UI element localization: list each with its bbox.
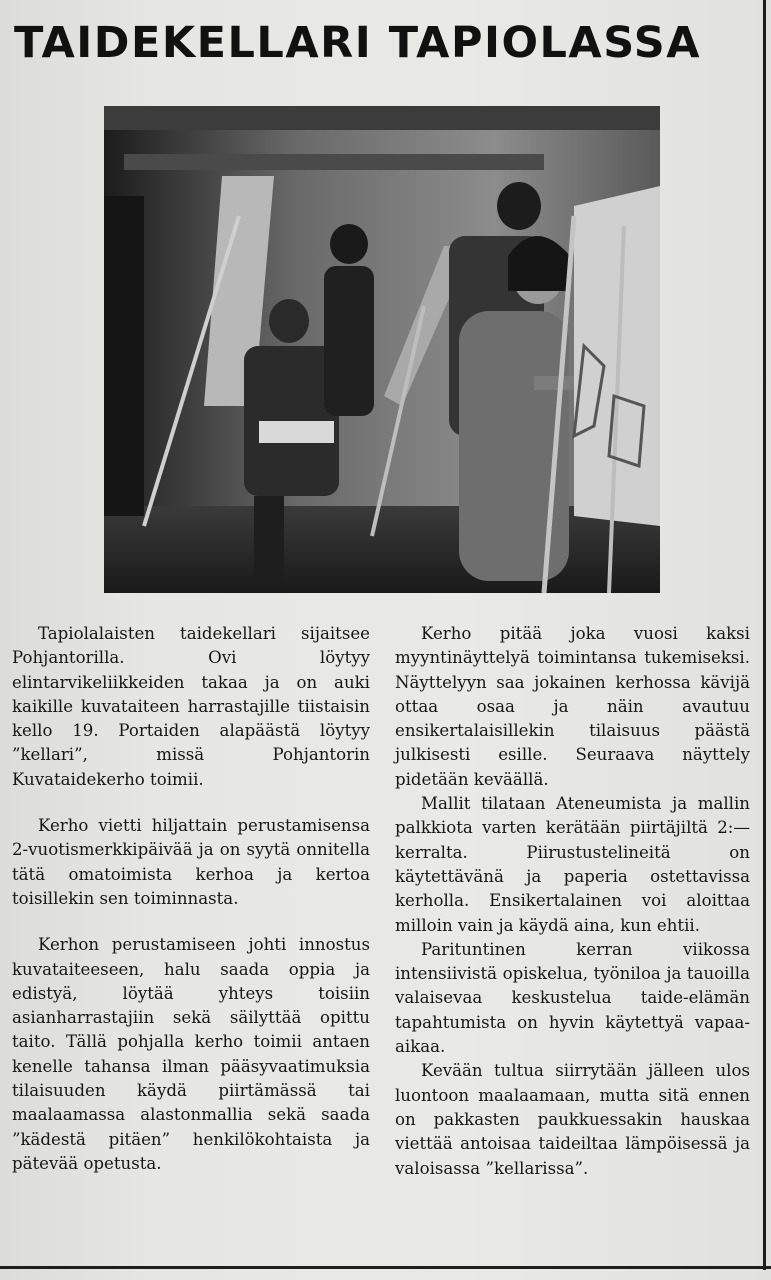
paragraph: Kerho pitää joka vuosi kaksi myyntinäyttelyä toimintansa tukemiseksi. Näyttelyyn saa jokainen kerhossa kävijä ottaa osaa ja näin avautuu ensikertalaisillekin tilaisuus päästä julkisesti esille. Seuraava näyttely pidetään keväällä. bbox=[395, 624, 750, 789]
article-column-right bbox=[395, 622, 750, 1181]
article-title: TAIDEKELLARI TAPIOLASSA bbox=[14, 18, 701, 68]
paragraph: Kerho vietti hiljattain perustamisensa 2-vuotismerkkipäivää ja on syytä onnitella tätä omatoimista kerhoa ja kertoa toisillekin sen toiminnasta. bbox=[12, 816, 370, 908]
easel-painting-photo-icon bbox=[104, 106, 660, 593]
paragraph: Tapiolalaisten taidekellari sijaitsee Pohjantorilla. Ovi löytyy elintarvikeliikkeiden takaa ja on auki kaikille kuvataiteen harrastajille tiistaisin kello 19. Portaiden alapäästä löytyy ”kellari”, missä Pohjantorin Kuvataidekerho toimii. bbox=[12, 624, 370, 789]
paragraph: Kevään tultua siirrytään jälleen ulos luontoon maalaamaan, mutta sitä ennen on pakkasten paukkuessakin hauskaa viettää antoisaa taideiltaa lämpöisessä ja valoisassa ”kellarissa”. bbox=[395, 1061, 750, 1178]
paragraph: Kerhon perustamiseen johti innostus kuvataiteeseen, halu saada oppia ja edistyä, löytää yhteys toisiin asianharrastajiin sekä säilyttää opittu taito. Tällä pohjalla kerho toimii antaen kenelle tahansa ilman pääsyvaatimuksia tilaisuuden käydä piirtämässä tai maalaamassa alastonmallia sekä saada ”kädestä pitäen” henkilökohtaista ja pätevää opetusta. bbox=[12, 935, 370, 1173]
paragraph: Mallit tilataan Ateneumista ja mallin palkkiota varten kerätään piirtäjiltä 2:— kerralta. Piirustustelineitä on käytettävänä ja paperia ostettavissa kerholla. Ensikertalainen voi aloittaa milloin vain ja käydä aina, kun ehtii. bbox=[395, 794, 750, 935]
column-rule bbox=[763, 0, 766, 1270]
article-column-left bbox=[12, 622, 370, 1176]
paragraph: Parituntinen kerran viikossa intensiivistä opiskelua, työniloa ja tauoilla valaisevaa keskustelua taide-elämän tapahtumista on hyvin käytettyä vapaa-aikaa. bbox=[395, 939, 750, 1057]
bottom-rule bbox=[0, 1266, 771, 1269]
article-photo bbox=[104, 106, 660, 593]
